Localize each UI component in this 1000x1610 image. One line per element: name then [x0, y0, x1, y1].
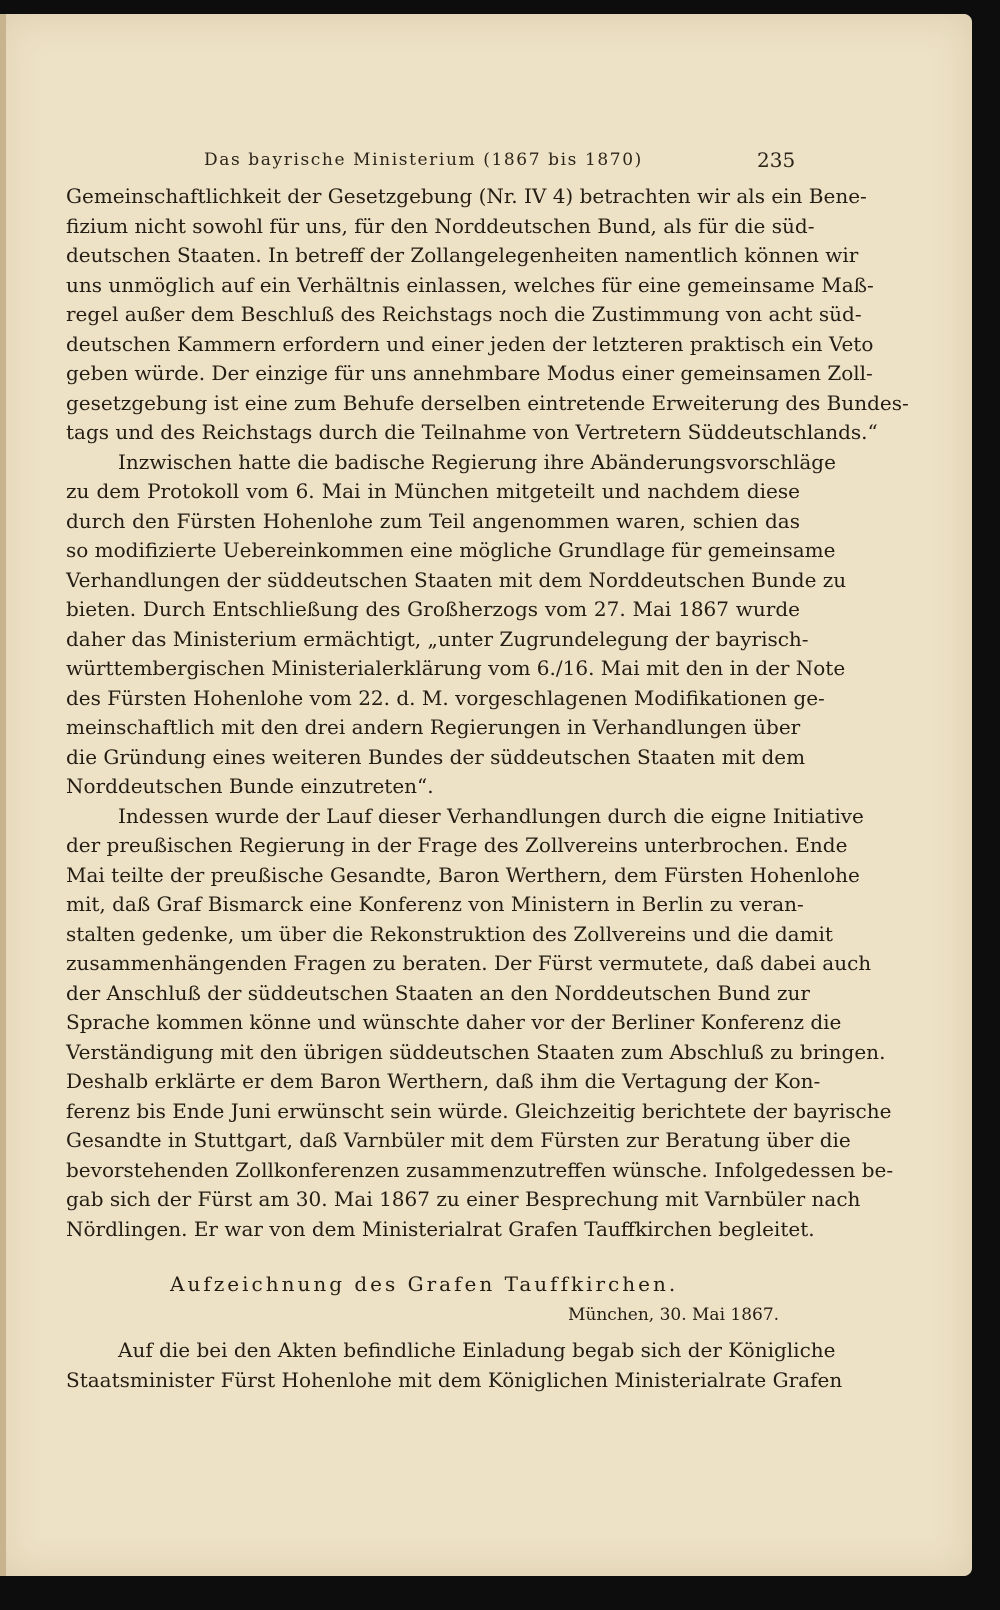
text-line: bieten. Durch Entschließung des Großherzogs vom 27. Mai 1867 wurde [66, 597, 800, 621]
text-line: der preußischen Regierung in der Frage des Zollvereins unterbrochen. Ende [66, 833, 848, 857]
text-line: regel außer dem Beschluß des Reichstags noch die Zustimmung von acht süd- [66, 302, 862, 326]
text-line: Norddeutschen Bunde einzutreten“. [66, 774, 434, 798]
text-line: Sprache kommen könne und wünschte daher vor der Berliner Konferenz die [66, 1010, 842, 1034]
text-line: des Fürsten Hohenlohe vom 22. d. M. vorgeschlagenen Modifikationen ge- [66, 685, 825, 710]
section-text [66, 1336, 843, 1395]
running-title: Das bayrische Ministerium (1867 bis 1870) [204, 150, 643, 170]
text-line: ferenz bis Ende Juni erwünscht sein würde. Gleichzeitig berichtete der bayrische [66, 1098, 892, 1123]
text-line: gab sich der Fürst am 30. Mai 1867 zu einer Besprechung mit Varnbüler nach [66, 1187, 861, 1211]
text-line: geben würde. Der einzige für uns annehmbare Modus einer gemeinsamen Zoll- [66, 361, 873, 385]
text-line: durch den Fürsten Hohenlohe zum Teil angenommen waren, schien das [66, 508, 800, 533]
text-line: Auf die bei den Akten befindliche Einladung begab sich der Königliche [118, 1338, 836, 1362]
text-line: Staatsminister Fürst Hohenlohe mit dem Königlichen Ministerialrate Grafen [66, 1367, 843, 1392]
text-line: fizium nicht sowohl für uns, für den Norddeutschen Bund, als für die süd- [66, 213, 815, 238]
text-line: zu dem Protokoll vom 6. Mai in München mitgeteilt und nachdem diese [66, 479, 800, 503]
text-line: Verständigung mit den übrigen süddeutschen Staaten zum Abschluß zu bringen. [66, 1039, 886, 1064]
text-line: deutschen Staaten. In betreff der Zollangelegenheiten namentlich können wir [66, 243, 859, 267]
text-line: daher das Ministerium ermächtigt, „unter Zugrundelegung der bayrisch- [66, 626, 809, 651]
text-line: Inzwischen hatte die badische Regierung ihre Abänderungsvorschläge [118, 449, 836, 474]
text-line: Mai teilte der preußische Gesandte, Baron Werthern, dem Fürsten Hohenlohe [66, 862, 860, 887]
text-line: Gesandte in Stuttgart, daß Varnbüler mit dem Fürsten zur Beratung über die [66, 1128, 851, 1152]
text-line: stalten gedenke, um über die Rekonstruktion des Zollvereins und die damit [66, 921, 833, 946]
text-line: uns unmöglich auf ein Verhältnis einlassen, welches für eine gemeinsame Maß- [66, 272, 874, 297]
text-line: meinschaftlich mit den drei andern Regierungen in Verhandlungen über [66, 715, 801, 739]
dateline: München, 30. Mai 1867. [568, 1305, 780, 1325]
text-line: württembergischen Ministerialerklärung vom 6./16. Mai mit den in der Note [66, 656, 846, 680]
text-line: die Gründung eines weiteren Bundes der süddeutschen Staaten mit dem [66, 744, 806, 769]
text-line: Verhandlungen der süddeutschen Staaten mit dem Norddeutschen Bunde zu [66, 567, 847, 592]
text-line: deutschen Kammern erfordern und einer jeden der letzteren praktisch ein Veto [66, 331, 874, 356]
page-edge [0, 14, 6, 1576]
text-line: zusammenhängenden Fragen zu beraten. Der Fürst vermutete, daß dabei auch [66, 951, 872, 975]
text-line: bevorstehenden Zollkonferenzen zusammenzutreffen wünsche. Infolgedessen be- [66, 1157, 894, 1182]
text-line: Gemeinschaftlichkeit der Gesetzgebung (Nr. IV 4) betrachten wir als ein Bene- [66, 184, 867, 208]
text-line: tags und des Reichstags durch die Teilnahme von Vertretern Süddeutschlands.“ [66, 420, 878, 444]
body-text [66, 182, 909, 1244]
text-line: gesetzgebung ist eine zum Behufe derselben eintretende Erweiterung des Bundes- [66, 390, 909, 415]
page-number: 235 [757, 148, 796, 172]
text-line: Indessen wurde der Lauf dieser Verhandlungen durch die eigne Initiative [118, 803, 864, 828]
text-line: der Anschluß der süddeutschen Staaten an den Norddeutschen Bund zur [66, 980, 810, 1005]
text-line: so modifizierte Uebereinkommen eine mögliche Grundlage für gemeinsame [66, 538, 836, 562]
text-line: Nördlingen. Er war von dem Ministerialrat Grafen Tauffkirchen begleitet. [66, 1216, 815, 1241]
section-heading: Aufzeichnung des Grafen Tauffkirchen. [170, 1272, 679, 1296]
text-line: Deshalb erklärte er dem Baron Werthern, daß ihm die Vertagung der Kon- [66, 1069, 821, 1093]
text-line: mit, daß Graf Bismarck eine Konferenz von Ministern in Berlin zu veran- [66, 892, 804, 916]
